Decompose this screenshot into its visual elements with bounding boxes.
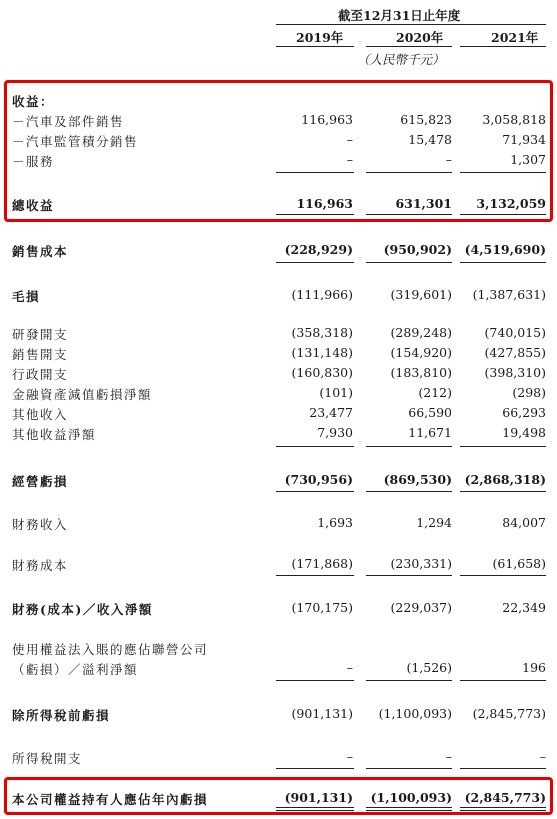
row-value: 116,963 [296, 196, 353, 211]
row-label: 財務收入 [12, 517, 69, 532]
unit-label: （人民幣千元） [357, 52, 445, 67]
row-value: – [445, 152, 452, 167]
row-value: (2,845,773) [464, 790, 546, 805]
grand-total-rule [366, 807, 452, 811]
row-value: (228,929) [284, 242, 353, 257]
subtotal-rule [460, 172, 546, 173]
subtotal-rule [460, 575, 546, 576]
year-rule-2021 [460, 46, 546, 47]
row-label: 使用權益法入賬的應佔聯營公司 [12, 642, 209, 657]
row-value: (319,601) [390, 287, 452, 302]
row-value: 23,477 [309, 405, 353, 420]
row-value: (740,015) [484, 325, 546, 340]
header-rule [276, 24, 546, 25]
row-value: (154,920) [390, 345, 452, 360]
row-label: －汽車監管積分銷售 [12, 134, 139, 149]
row-value: (1,100,093) [378, 706, 452, 721]
grand-total-rule [276, 807, 354, 811]
row-value: (111,966) [291, 287, 353, 302]
row-value: (1,387,631) [472, 287, 546, 302]
year-2019: 2019年 [296, 30, 344, 45]
row-value: (289,248) [390, 325, 452, 340]
row-value: (230,331) [390, 556, 452, 571]
total-rule [460, 214, 546, 215]
row-value: 116,963 [301, 112, 353, 127]
row-value: – [445, 749, 452, 764]
row-label: 金融資產減值虧損淨額 [12, 387, 153, 402]
subtotal-rule [276, 680, 354, 681]
row-value: (101) [319, 385, 353, 400]
total-rule [276, 214, 354, 215]
row-value: (183,810) [390, 365, 452, 380]
row-label: 研發開支 [12, 327, 69, 342]
subtotal-rule [276, 446, 354, 447]
year-rule-2020 [366, 46, 452, 47]
subtotal-rule [366, 491, 452, 492]
row-value: (398,310) [484, 365, 546, 380]
row-value: (212) [418, 385, 452, 400]
subtotal-rule [366, 446, 452, 447]
row-label: 其他收入 [12, 407, 69, 422]
row-label: －汽車及部件銷售 [12, 114, 125, 129]
subtotal-rule [366, 575, 452, 576]
subtotal-rule [460, 446, 546, 447]
subtotal-rule [460, 680, 546, 681]
row-label: 所得稅開支 [12, 751, 83, 766]
row-value: (427,855) [484, 345, 546, 360]
row-label: 毛損 [12, 289, 41, 304]
row-value: (131,148) [291, 345, 353, 360]
row-value: 1,294 [416, 515, 452, 530]
row-label: 銷售開支 [12, 347, 69, 362]
year-rule-2019 [276, 46, 354, 47]
grand-total-rule [460, 807, 546, 811]
subtotal-rule [366, 262, 452, 263]
row-value: 19,498 [502, 425, 546, 440]
row-value: 7,930 [317, 425, 353, 440]
subtotal-rule [276, 491, 354, 492]
row-value: (1,100,093) [370, 790, 452, 805]
row-value: 615,823 [400, 112, 452, 127]
row-value: 1,307 [510, 152, 546, 167]
row-value: 11,671 [408, 425, 452, 440]
row-value: (229,037) [390, 600, 452, 615]
subtotal-rule [276, 575, 354, 576]
total-rule [366, 214, 452, 215]
row-value: (170,175) [291, 600, 353, 615]
year-2020: 2020年 [396, 30, 444, 45]
row-value: (171,868) [291, 556, 353, 571]
row-label: 其他收益淨額 [12, 427, 97, 442]
row-label: －服務 [12, 154, 55, 169]
row-value: – [346, 660, 353, 675]
row-value: (4,519,690) [464, 242, 546, 257]
row-value: 1,693 [317, 515, 353, 530]
row-value: (869,530) [383, 472, 452, 487]
row-label: 總收益 [12, 198, 55, 213]
subtotal-rule [366, 768, 452, 769]
row-value: 66,293 [502, 405, 546, 420]
subtotal-rule [460, 262, 546, 263]
row-value: 71,934 [502, 132, 546, 147]
row-value: (358,318) [291, 325, 353, 340]
subtotal-rule [276, 172, 354, 173]
row-label: 銷售成本 [12, 244, 69, 259]
subtotal-rule [276, 768, 354, 769]
row-label: 本公司權益持有人應佔年內虧損 [12, 792, 209, 807]
subtotal-rule [276, 262, 354, 263]
period-title: 截至12月31日止年度 [338, 8, 461, 23]
row-value: – [346, 152, 353, 167]
row-label: 經營虧損 [12, 474, 69, 489]
row-value: (298) [512, 385, 546, 400]
year-2021: 2021年 [491, 30, 539, 45]
subtotal-rule [366, 172, 452, 173]
row-value: 196 [522, 660, 546, 675]
row-value: 3,132,059 [476, 196, 546, 211]
row-value: (160,830) [291, 365, 353, 380]
row-label: 財務(成本)／收入淨額 [12, 602, 153, 617]
row-value: (901,131) [291, 706, 353, 721]
row-value: (950,902) [383, 242, 452, 257]
row-value: (2,868,318) [464, 472, 546, 487]
row-value: 84,007 [502, 515, 546, 530]
row-value: (730,956) [284, 472, 353, 487]
row-value: 22,349 [502, 600, 546, 615]
row-value: 3,058,818 [482, 112, 546, 127]
row-value: 15,478 [408, 132, 452, 147]
row-label: 除所得稅前虧損 [12, 708, 111, 723]
row-value: – [539, 749, 546, 764]
row-value: – [346, 132, 353, 147]
row-value: 631,301 [395, 196, 452, 211]
subtotal-rule [460, 768, 546, 769]
row-value: (61,658) [492, 556, 546, 571]
subtotal-rule [366, 680, 452, 681]
row-value: – [346, 749, 353, 764]
row-label: （虧損）／溢利淨額 [12, 662, 139, 677]
row-label: 財務成本 [12, 558, 69, 573]
row-value: 66,590 [408, 405, 452, 420]
row-value: (2,845,773) [472, 706, 546, 721]
row-value: (1,526) [406, 660, 452, 675]
row-label: 行政開支 [12, 367, 69, 382]
subtotal-rule [460, 491, 546, 492]
row-label: 收益： [12, 94, 55, 109]
row-value: (901,131) [284, 790, 353, 805]
